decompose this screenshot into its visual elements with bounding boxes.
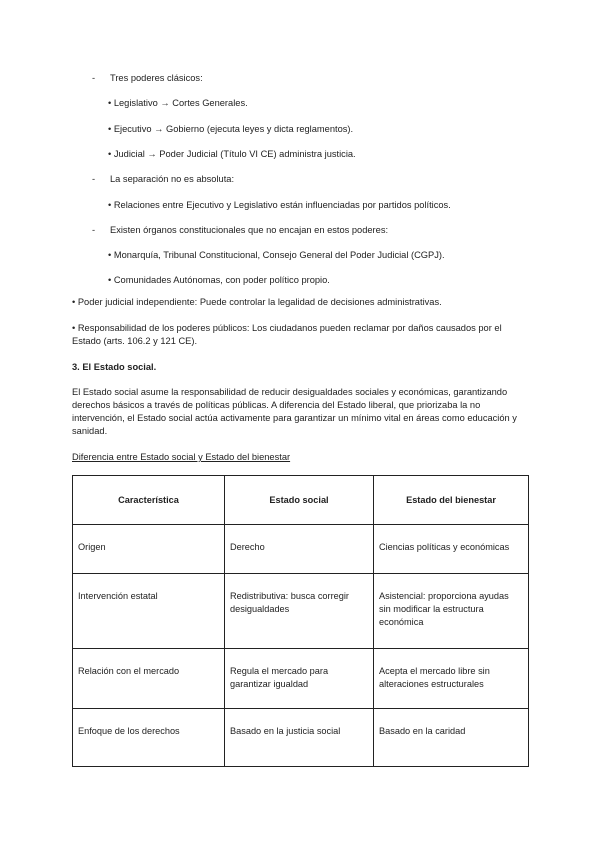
bullet-responsabilidad: • Responsabilidad de los poderes públicos: Los ciudadanos pueden reclamar por daños causados por el Estado (arts. 106.2 y 121 CE). (72, 323, 502, 346)
table-title: Diferencia entre Estado social y Estado del bienestar (72, 452, 291, 462)
table-cell: Basado en la caridad (374, 709, 529, 767)
dash-marker: - (92, 73, 96, 83)
table-cell: Derecho (225, 525, 374, 574)
list-item: La separación no es absoluta: (110, 174, 235, 185)
table-cell: Origen (73, 525, 225, 574)
section-heading: 3. El Estado social. (72, 362, 157, 372)
list-item: Tres poderes clásicos: (110, 73, 203, 83)
table-cell: Relación con el mercado (73, 649, 225, 709)
table-row (73, 649, 529, 709)
table-cell: Basado en la justicia social (225, 709, 374, 767)
table-cell: Regula el mercado para garantizar igualdad (225, 649, 374, 709)
table-row (73, 525, 529, 574)
dash-marker: - (92, 174, 96, 185)
table-cell: Asistencial: proporciona ayudas sin modificar la estructura económica (374, 574, 529, 649)
header-cell: Estado social (225, 476, 374, 525)
header-cell: Estado del bienestar (374, 476, 529, 525)
table-header-row (73, 476, 529, 525)
sub-list-item: • Relaciones entre Ejecutivo y Legislativo están influenciadas por partidos políticos. (108, 199, 451, 210)
dash-marker: - (92, 224, 96, 235)
table-cell: Redistributiva: busca corregir desigualdades (225, 574, 374, 649)
sub-list-item: • Monarquía, Tribunal Constitucional, Consejo General del Poder Judicial (CGPJ). (108, 250, 445, 261)
comparison-table (72, 475, 529, 767)
paragraph: El Estado social asume la responsabilidad de reducir desigualdades sociales y económicas, garantizando derechos básicos a través de políticas públicas. A diferencia del Estado liberal, que priorizaba la no intervención, el Estado social actúa activamente para garantizar un mínimo vital en áreas como educación y sanidad. (72, 387, 517, 436)
sub-list-item: • Judicial → Poder Judicial (Título VI CE) administra justicia. (108, 148, 356, 159)
table-cell: Intervención estatal (73, 574, 225, 649)
table-cell: Enfoque de los derechos (73, 709, 225, 767)
table-row (73, 709, 529, 767)
sub-list-item: • Comunidades Autónomas, con poder político propio. (108, 275, 330, 286)
header-cell: Característica (73, 476, 225, 525)
list-item: Existen órganos constitucionales que no encajan en estos poderes: (110, 224, 389, 235)
table-cell: Acepta el mercado libre sin alteraciones estructurales (374, 649, 529, 709)
bullet-judicial: • Poder judicial independiente: Puede controlar la legalidad de decisiones administrativas. (72, 297, 442, 307)
sub-list-item: • Ejecutivo → Gobierno (ejecuta leyes y dicta reglamentos). (108, 123, 354, 134)
table-row (73, 574, 529, 649)
sub-list-item: • Legislativo → Cortes Generales. (108, 98, 248, 109)
table-cell: Ciencias políticas y económicas (374, 525, 529, 574)
